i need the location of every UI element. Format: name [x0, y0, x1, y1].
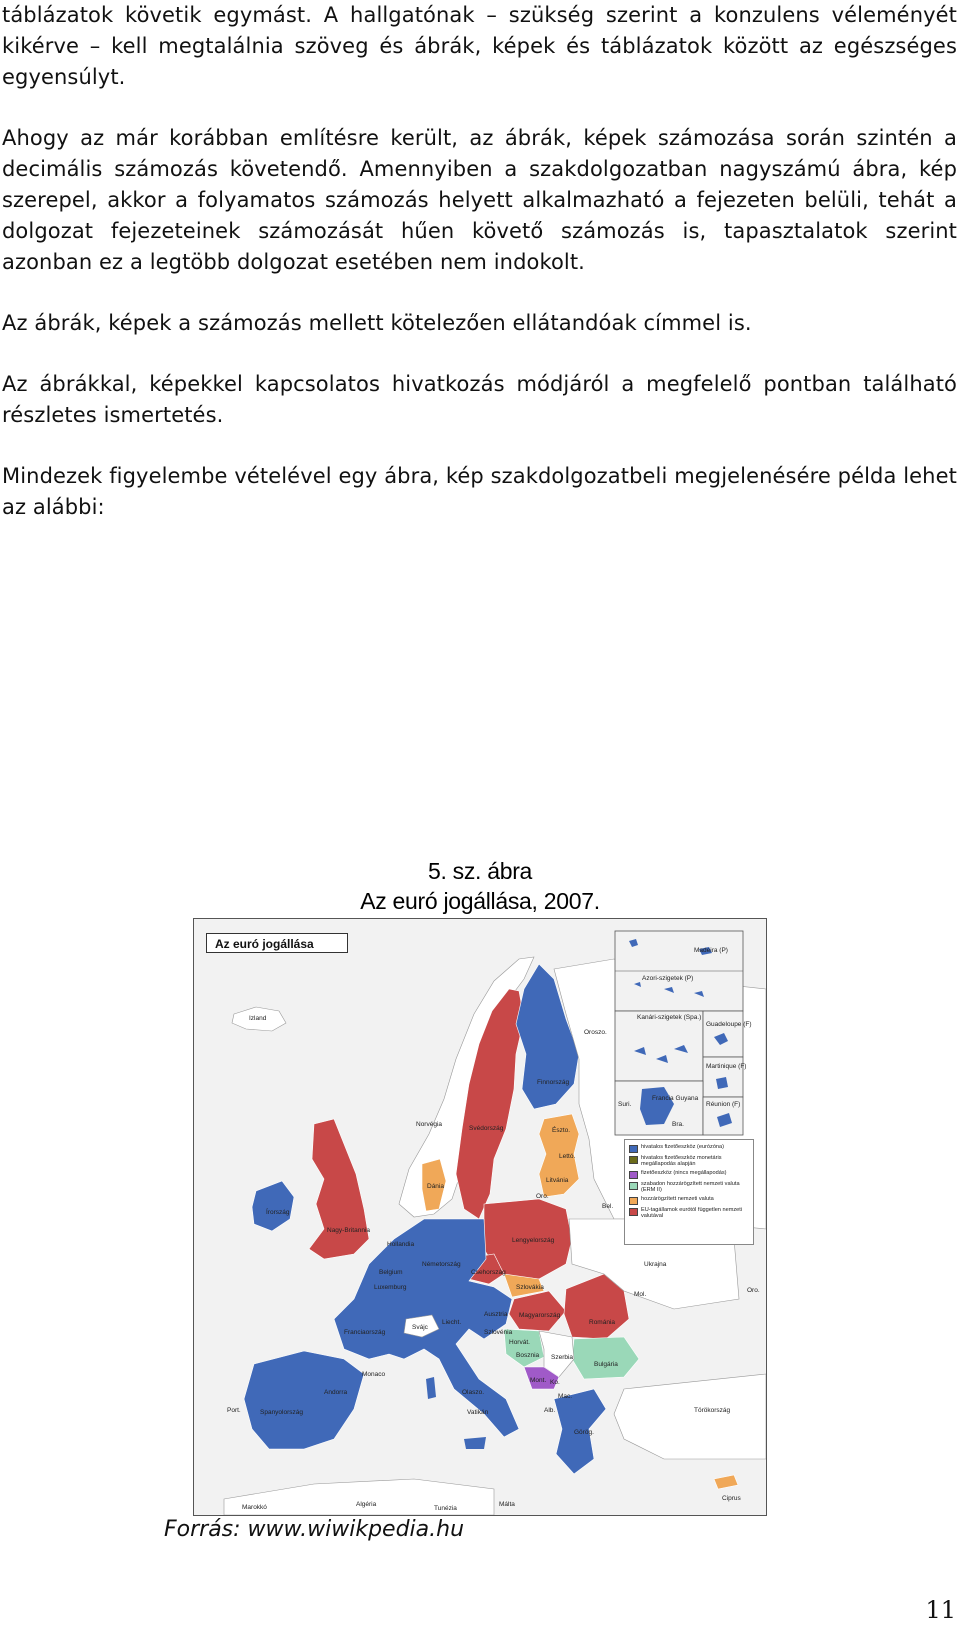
label-szlovenia: Szlovénia — [484, 1329, 513, 1336]
label-izland: Izland — [249, 1015, 267, 1022]
label-csehorszag: Csehország — [471, 1269, 506, 1276]
figure-source: Forrás: www.wiwikpedia.hu — [164, 1517, 465, 1542]
label-mol: Mol. — [634, 1291, 647, 1298]
legend-swatch — [629, 1156, 638, 1164]
body-text — [2, 0, 957, 553]
label-kanari: Kanári-szigetek (Spa.) — [637, 1014, 702, 1021]
legend-swatch — [629, 1182, 638, 1190]
label-dania: Dánia — [427, 1183, 444, 1190]
legend-label: szabadon hozzárögzített nemzeti valuta (ERM II) — [641, 1180, 740, 1194]
paragraph-5: Mindezek figyelembe vételével egy ábra, kép szakdolgozatbeli megjelenésére példa lehet az alábbi: — [2, 464, 957, 519]
label-hollandia: Hollandia — [387, 1241, 415, 1248]
label-franciaorszag: Franciaország — [344, 1329, 386, 1336]
legend-item — [629, 1155, 749, 1168]
label-vatikan: Vatikán — [467, 1409, 489, 1416]
legend-item — [629, 1170, 749, 1179]
label-eszto: Észto. — [552, 1127, 571, 1134]
label-algeria: Algéria — [356, 1501, 377, 1508]
label-finnorszag: Finnország — [537, 1079, 570, 1086]
figure-number: 5. sz. ábra — [427, 858, 533, 884]
paragraph-4: Az ábrákkal, képekkel kapcsolatos hivatkozás módjáról a megfelelő pontban található részletes ismertetés. — [2, 372, 957, 427]
label-oroszo: Oroszo. — [584, 1029, 607, 1036]
label-tunezia: Tunézia — [434, 1505, 457, 1512]
label-horvat: Horvát. — [509, 1339, 530, 1346]
paragraph-1: táblázatok követik egymást. A hallgatónak – szükség szerint a konzulens véleményét kikérve – kell megtalálnia szöveg és ábrák, képek és táblázatok között az egészséges egyensúlyt. — [2, 3, 957, 89]
legend-label: hozzárögzített nemzeti valuta — [641, 1195, 714, 1202]
label-alb: Alb. — [544, 1407, 556, 1414]
label-guadeloupe: Guadeloupe (F) — [706, 1021, 752, 1028]
label-lengyelorszag: Lengyelország — [512, 1237, 555, 1244]
map-legend — [624, 1139, 754, 1245]
legend-label: EU-tagállamok eurótól független nemzeti valutával — [641, 1206, 743, 1220]
label-monaco: Monaco — [362, 1371, 386, 1378]
label-ko: Ko. — [550, 1379, 560, 1386]
label-svedorszag: Svédország — [469, 1125, 504, 1132]
label-port: Port. — [227, 1407, 241, 1414]
label-martinique: Martinique (F) — [706, 1063, 747, 1070]
label-spanyolorszag: Spanyolország — [260, 1409, 303, 1416]
euro-status-map — [193, 918, 767, 1516]
legend-label: hivatalos fizetőeszköz monetáris megállapodás alapján — [641, 1155, 722, 1168]
legend-swatch — [629, 1197, 638, 1205]
label-bra: Bra. — [672, 1121, 684, 1128]
label-litvania: Litvánia — [546, 1177, 569, 1184]
label-bulgaria: Bulgária — [594, 1361, 618, 1368]
figure-title: Az euró jogállása, 2007. — [360, 888, 600, 914]
label-suri: Suri. — [618, 1101, 632, 1108]
page-number: 11 — [925, 1596, 956, 1624]
map-heading: Az euró jogállása — [206, 933, 348, 953]
label-mont: Mont. — [530, 1377, 547, 1384]
label-oro2: Oro. — [747, 1287, 760, 1294]
label-belgium: Belgium — [379, 1269, 403, 1276]
label-marokko: Marokkó — [242, 1504, 267, 1511]
label-nemetorszag: Németország — [422, 1261, 461, 1268]
legend-item — [629, 1144, 749, 1153]
legend-swatch — [629, 1208, 638, 1216]
label-szlovakia: Szlovákia — [516, 1284, 544, 1291]
legend-swatch — [629, 1171, 638, 1179]
paragraph-3: Az ábrák, képek a számozás mellett kötelezően ellátandóak címmel is. — [2, 311, 752, 335]
legend-swatch — [629, 1145, 638, 1153]
paragraph-2: Ahogy az már korábban említésre került, az ábrák, képek számozása során szintén a decimális számozás követendő. Amennyiben a szakdolgozatban nagyszámú ábra, kép szerepel, akkor a folyamatos számozás helyett alkalmazható a fejezeten belüli, tehát a dolgozat fejezeteinek számozását hűen követő számozás is, tapasztalatok szerint azonban ez a legtöbb dolgozat esetében nem indokolt. — [2, 126, 957, 274]
label-francia-guyana: Francia Guyana — [652, 1095, 699, 1102]
legend-label: hivatalos fizetőeszköz (eurózóna) — [641, 1144, 725, 1150]
label-irorszag: Írország — [266, 1209, 290, 1216]
label-magyarorszag: Magyarország — [519, 1312, 561, 1319]
label-malta: Málta — [499, 1501, 515, 1508]
legend-item — [629, 1181, 749, 1194]
label-andorra: Andorra — [324, 1389, 348, 1396]
label-luxemburg: Luxemburg — [374, 1284, 407, 1291]
legend-item — [629, 1207, 749, 1220]
label-romania: Románia — [589, 1319, 616, 1326]
label-mac: Mac. — [558, 1393, 573, 1400]
label-liecht: Liecht. — [442, 1319, 462, 1326]
label-bosznia: Bosznia — [516, 1352, 540, 1359]
label-letto: Lettó. — [559, 1153, 576, 1160]
label-norvegia: Norvégia — [416, 1121, 443, 1128]
label-nagybritannia: Nagy-Britannia — [327, 1227, 370, 1234]
label-gorog: Görög. — [574, 1429, 594, 1436]
label-ciprus: Ciprus — [722, 1495, 741, 1502]
label-szerbia: Szerbia — [551, 1354, 574, 1361]
label-oro: Oro. — [536, 1193, 549, 1200]
legend-item — [629, 1196, 749, 1205]
label-reunion: Réunion (F) — [706, 1101, 741, 1108]
label-svajc: Svájc — [412, 1324, 428, 1331]
label-torokorszag: Törökország — [694, 1407, 731, 1414]
legend-label: fizetőeszköz (nincs megállapodás) — [641, 1169, 727, 1176]
label-madeira: Madeira (P) — [694, 947, 728, 954]
label-ukrajna: Ukrajna — [644, 1261, 667, 1268]
label-ausztria: Ausztria — [484, 1311, 508, 1318]
label-bel: Bel. — [602, 1203, 614, 1210]
label-azori: Azori-szigetek (P) — [642, 975, 694, 982]
label-olaszo: Olaszo. — [462, 1389, 485, 1396]
